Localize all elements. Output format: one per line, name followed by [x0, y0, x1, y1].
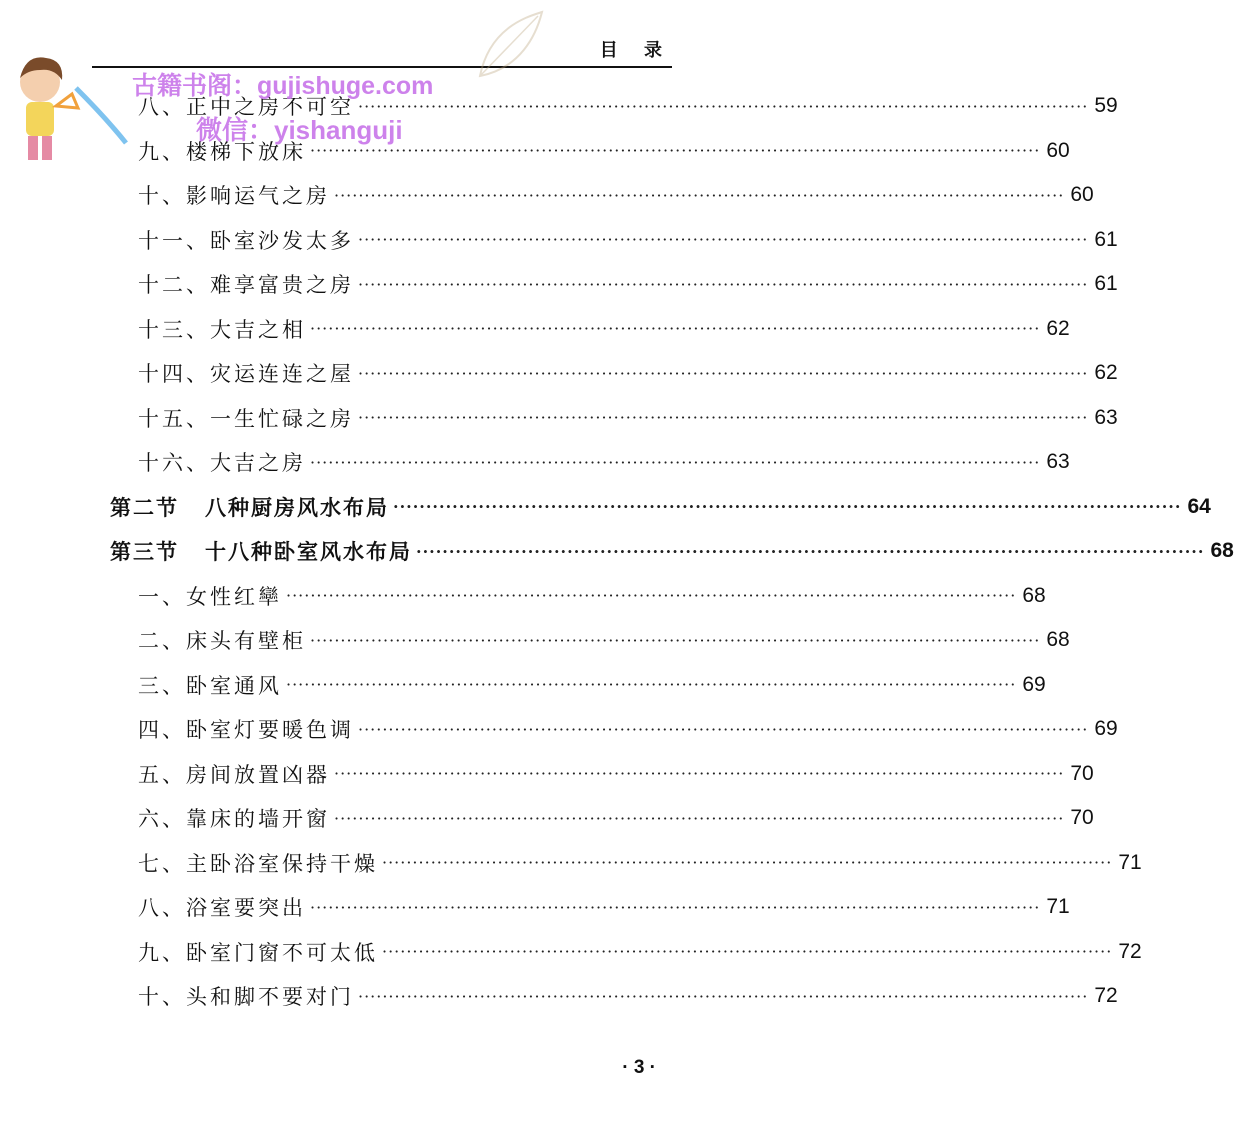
toc-item-label: 十、头和脚不要对门 — [138, 985, 354, 1010]
toc-item-row — [0, 618, 1070, 663]
toc-section-number: 第三节 — [110, 539, 179, 565]
toc-item-row — [0, 351, 1118, 396]
toc-item-label: 九、楼梯下放床 — [138, 139, 306, 164]
toc-page-number: 70 — [1070, 806, 1094, 830]
toc-item-row — [0, 129, 1070, 174]
toc-page-number: 62 — [1094, 361, 1118, 385]
toc-page-number: 64 — [1187, 494, 1211, 518]
toc-page-number: 71 — [1118, 850, 1142, 874]
table-of-contents — [0, 84, 1234, 1019]
leader-dots: ························································································································ — [358, 719, 1089, 739]
leader-dots: ························································································································ — [310, 630, 1041, 650]
watermark-site: 古籍书阁：gujishuge.com — [132, 72, 434, 100]
toc-item-label: 七、主卧浴室保持干燥 — [138, 851, 378, 876]
leaf-icon — [470, 6, 550, 86]
leader-dots: ························································································································ — [334, 808, 1065, 828]
toc-page-number: 59 — [1094, 94, 1118, 118]
toc-item-label: 十、影响运气之房 — [138, 184, 330, 209]
leader-dots: ························································································································ — [393, 497, 1182, 517]
toc-item-row — [0, 930, 1142, 975]
leader-dots: ························································································································ — [358, 96, 1089, 116]
toc-item-label: 十一、卧室沙发太多 — [138, 228, 354, 253]
leader-dots: ························································································································ — [334, 185, 1065, 205]
toc-item-label: 二、床头有壁柜 — [138, 629, 306, 654]
leader-dots: ························································································································ — [358, 986, 1089, 1006]
toc-item-row — [0, 974, 1118, 1019]
toc-item-row — [0, 663, 1046, 708]
toc-item-row — [0, 173, 1094, 218]
page-number: · 3 · — [622, 1057, 656, 1078]
leader-dots: ························································································································ — [310, 452, 1041, 472]
toc-item-row — [0, 262, 1118, 307]
leader-dots: ························································································································ — [416, 541, 1205, 561]
toc-item-row — [0, 396, 1118, 441]
toc-item-label: 八、浴室要突出 — [138, 896, 306, 921]
toc-page-number: 63 — [1094, 405, 1118, 429]
toc-item-row — [0, 752, 1094, 797]
leader-dots: ························································································································ — [310, 897, 1041, 917]
leader-dots: ························································································································ — [382, 942, 1113, 962]
leader-dots: ························································································································ — [286, 586, 1017, 606]
toc-item-label: 五、房间放置凶器 — [138, 762, 330, 787]
header-rule — [92, 66, 672, 68]
toc-page-number: 69 — [1022, 672, 1046, 696]
toc-item-label: 六、靠床的墙开窗 — [138, 807, 330, 832]
toc-page-number: 60 — [1046, 138, 1070, 162]
toc-page-number: 61 — [1094, 227, 1118, 251]
toc-page-number: 72 — [1094, 984, 1118, 1008]
toc-item-label: 十二、难享富贵之房 — [138, 273, 354, 298]
toc-page-number: 71 — [1046, 895, 1070, 919]
toc-item-label: 四、卧室灯要暖色调 — [138, 718, 354, 743]
toc-section-label — [110, 492, 389, 522]
toc-page-number: 70 — [1070, 761, 1094, 785]
leader-dots: ························································································································ — [286, 675, 1017, 695]
toc-item-row — [0, 307, 1070, 352]
leader-dots: ························································································································ — [334, 764, 1065, 784]
toc-item-label: 九、卧室门窗不可太低 — [138, 940, 378, 965]
toc-item-row — [0, 841, 1142, 886]
toc-page-number: 61 — [1094, 272, 1118, 296]
toc-item-label: 十四、灾运连连之屋 — [138, 362, 354, 387]
toc-page-number: 68 — [1046, 628, 1070, 652]
leader-dots: ························································································································ — [358, 408, 1089, 428]
toc-section-number: 第二节 — [110, 494, 179, 520]
toc-section-row — [0, 529, 1234, 574]
toc-page-number: 72 — [1118, 939, 1142, 963]
watermark-wechat: 微信：yishanguji — [196, 115, 403, 145]
toc-item-label: 三、卧室通风 — [138, 673, 282, 698]
toc-item-label: 十三、大吉之相 — [138, 317, 306, 342]
running-header-title: 目 录 — [599, 40, 672, 61]
toc-item-label: 八、正中之房不可空 — [138, 95, 354, 120]
toc-item-row — [0, 84, 1118, 129]
toc-page-number: 63 — [1046, 450, 1070, 474]
leader-dots: ························································································································ — [310, 141, 1041, 161]
toc-section-title: 八种厨房风水布局 — [205, 494, 389, 520]
leader-dots: ························································································································ — [310, 319, 1041, 339]
leader-dots: ························································································································ — [358, 274, 1089, 294]
toc-section-label — [110, 536, 412, 566]
leader-dots: ························································································································ — [382, 853, 1113, 873]
toc-item-label: 十六、大吉之房 — [138, 451, 306, 476]
toc-item-label: 十五、一生忙碌之房 — [138, 406, 354, 431]
toc-page-number: 69 — [1094, 717, 1118, 741]
leader-dots: ························································································································ — [358, 363, 1089, 383]
toc-item-row — [0, 707, 1118, 752]
leader-dots: ························································································································ — [358, 230, 1089, 250]
toc-item-row — [0, 574, 1046, 619]
toc-page-number: 68 — [1022, 583, 1046, 607]
toc-item-label: 一、女性红卛 — [138, 584, 282, 609]
toc-section-title: 十八种卧室风水布局 — [205, 539, 412, 565]
toc-page-number: 60 — [1070, 183, 1094, 207]
toc-page-number: 62 — [1046, 316, 1070, 340]
toc-item-row — [0, 440, 1070, 485]
toc-item-row — [0, 885, 1070, 930]
toc-item-row — [0, 796, 1094, 841]
toc-page-number: 68 — [1210, 539, 1234, 563]
toc-section-row — [0, 485, 1211, 530]
toc-item-row — [0, 218, 1118, 263]
